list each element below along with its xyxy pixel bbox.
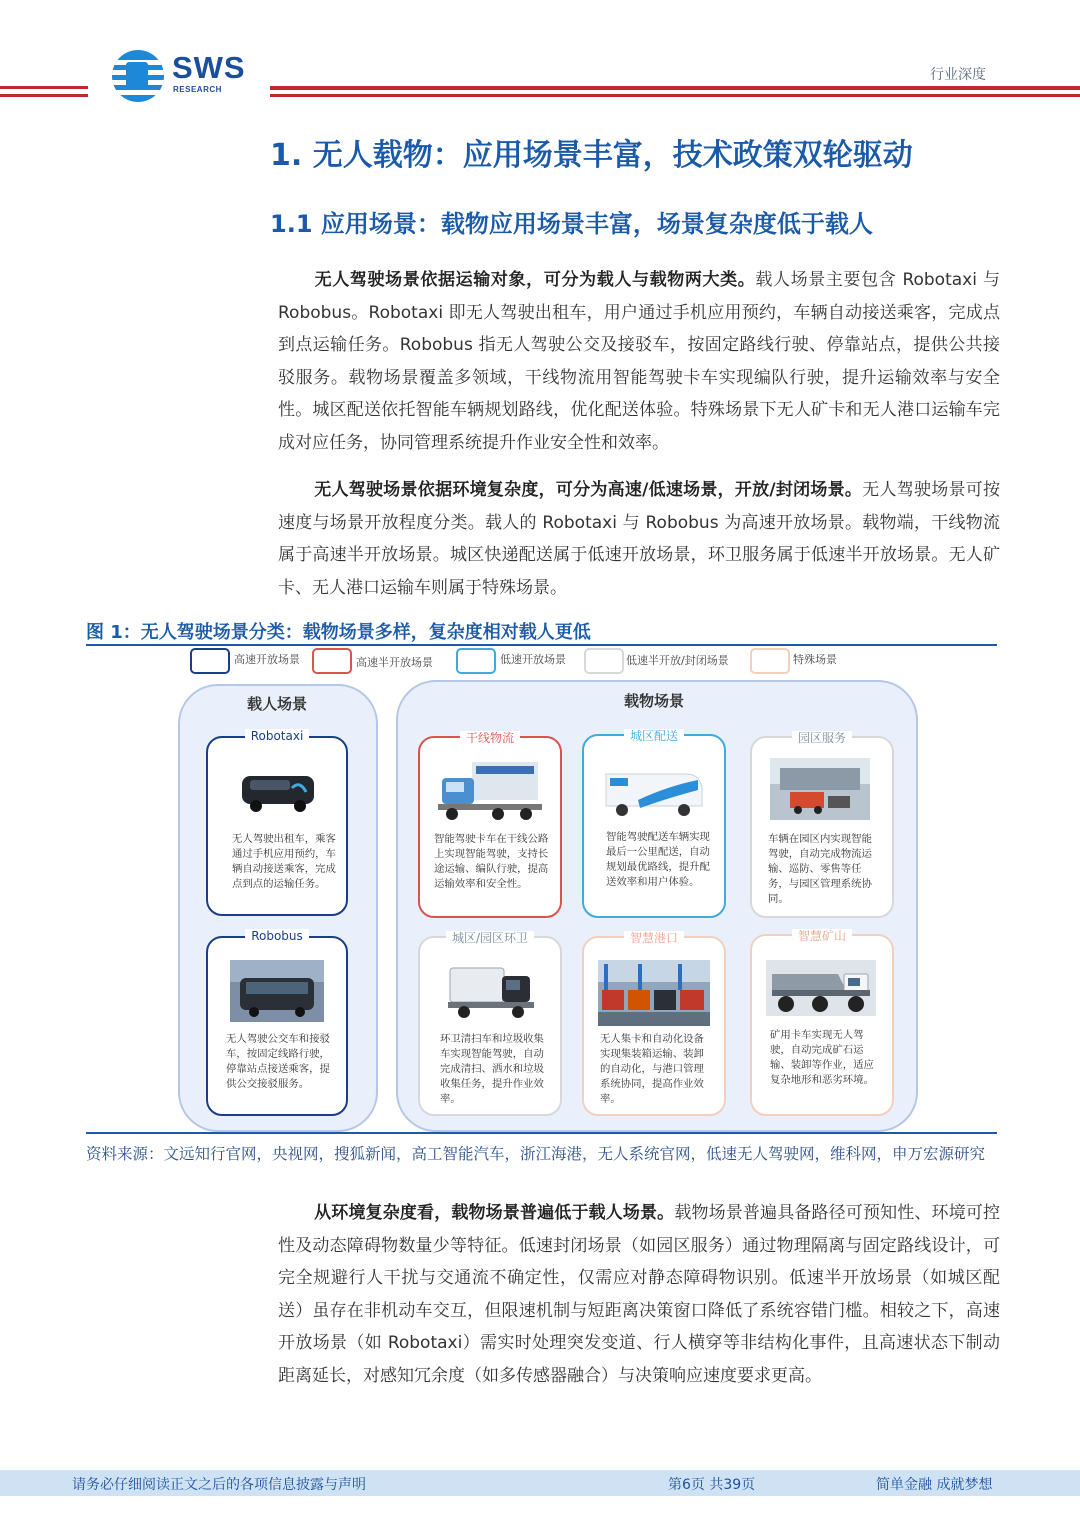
- scenario-card-robobus: [206, 929, 348, 1116]
- figure-rule: [86, 1132, 997, 1134]
- port-trucks-image-icon: [598, 960, 710, 1026]
- paragraph-body: 载人场景主要包含 Robotaxi 与 Robobus。Robotaxi 即无人驾驶出租车，用户通过手机应用预约，车辆自动接送乘客，完成点到点运输任务。Robobus 指无人驾驶公交及接驳车，按固定路线行驶、停靠站点，提供公共接驳服务。载物场景覆盖多领域，干线物流用智能驾驶卡车实现编队行驶，提升运输效率与安全性。城区配送依托智能车辆规划路线，优化配送体验。特殊场景下无人矿卡和无人港口运输车完成对应任务，协同管理系统提升作业安全性和效率。: [278, 270, 1000, 453]
- robobus-image-icon: [230, 960, 324, 1022]
- footer-disclaimer: 请务必仔细阅读正文之后的各项信息披露与声明: [72, 1477, 366, 1493]
- scenario-card-smart-mine: [750, 929, 894, 1116]
- figure-title: 图 1：无人驾驶场景分类：载物场景多样，复杂度相对载人更低: [86, 622, 591, 643]
- header-rule: [0, 94, 88, 97]
- legend-label: 高速开放场景: [234, 653, 300, 666]
- card-description: 环卫清扫车和垃圾收集车实现智能驾驶，自动完成清扫、洒水和垃圾收集任务，提升作业效率。: [440, 1033, 544, 1105]
- header-rule: [270, 86, 1080, 90]
- card-description: 智能驾驶配送车辆实现最后一公里配送，自动规划最优路线，提升配送效率和用户体验。: [606, 831, 710, 888]
- logo-subtext: RESEARCH: [173, 85, 222, 94]
- paragraph-2: [278, 474, 1000, 604]
- scenario-card-urban-delivery: [582, 729, 726, 918]
- figure-rule: [86, 644, 997, 646]
- paragraph-lead: 无人驾驶场景依据环境复杂度，可分为高速/低速场景，开放/封闭场景。: [314, 480, 863, 500]
- legend-swatch: [750, 648, 790, 674]
- scenario-card-park-service: [750, 731, 894, 918]
- card-description: 智能驾驶卡车在干线公路上实现智能驾驶，支持长途运输、编队行驶，提高运输效率和安全性。: [434, 833, 549, 890]
- paragraph-1: [278, 264, 1000, 460]
- park-vehicle-image-icon: [770, 758, 870, 820]
- card-label: Robotaxi: [208, 729, 346, 743]
- robotaxi-van-icon: [238, 768, 318, 814]
- legend-label: 特殊场景: [793, 653, 837, 666]
- card-label: 园区服务: [752, 729, 892, 746]
- paragraph-3: [278, 1197, 1000, 1393]
- paragraph-body: 载物场景普遍具备路径可预知性、环境可控性及动态障碍物数量少等特征。低速封闭场景（如园区服务）通过物理隔离与固定路线设计，可完全规避行人干扰与交通流不确定性，仅需应对静态障碍物识别。低速半开放场景（如城区配送）虽存在非机动车交互，但限速机制与短距离决策窗口降低了系统容错门槛。相较之下，高速开放场景（如 Robotaxi）需实时处理突发变道、行人横穿等非结构化事件，且高速状态下制动距离延长，对感知冗余度（如多传感器融合）与决策响应速度要求更高。: [278, 1203, 1001, 1386]
- card-description: 无人驾驶出租车，乘客通过手机应用预约，车辆自动接送乘客，完成点到点的运输任务。: [232, 833, 336, 890]
- card-description: 无人驾驶公交车和接驳车，按固定线路行驶，停靠站点接送乘客，提供公交接驳服务。: [226, 1033, 330, 1090]
- report-type-tag: 行业深度: [930, 67, 986, 83]
- panel-title: 载人场景: [247, 695, 308, 713]
- card-label: Robobus: [208, 929, 346, 943]
- footer-slogan: 简单金融 成就梦想: [876, 1477, 993, 1493]
- legend-label: 低速开放场景: [500, 653, 566, 666]
- header-rule: [0, 86, 88, 89]
- card-label: 城区配送: [584, 727, 724, 744]
- footer-page-number: 第6页 共39页: [668, 1477, 756, 1493]
- paragraph-body: 无人驾驶场景可按速度与场景开放程度分类。载人的 Robotaxi 与 Robobus 为高速开放场景。载物端，干线物流属于高速半开放场景。城区快递配送属于低速开放场景，环卫服务属于低速半开放场景。无人矿卡、无人港口运输车则属于特殊场景。: [278, 480, 1001, 598]
- mining-truck-image-icon: [766, 960, 876, 1016]
- sweeper-image-icon: [444, 960, 540, 1024]
- card-label: 智慧港口: [584, 929, 724, 946]
- legend-swatch: [190, 648, 230, 674]
- delivery-vehicle-image-icon: [598, 760, 708, 824]
- card-description: 无人集卡和自动化设备实现集装箱运输、装卸的自动化，与港口管理系统协同，提高作业效率。: [600, 1033, 704, 1105]
- logo-text: SWS: [172, 50, 246, 85]
- paragraph-lead: 无人驾驶场景依据运输对象，可分为载人与载物两大类。: [314, 270, 756, 290]
- figure-source: 资料来源：文远知行官网，央视网，搜狐新闻，高工智能汽车，浙江海港，无人系统官网，低速无人驾驶网，维科网，申万宏源研究: [86, 1145, 986, 1163]
- truck-image-icon: [436, 756, 544, 826]
- scenario-card-robotaxi: [206, 729, 348, 916]
- section-heading: 1. 无人载物：应用场景丰富，技术政策双轮驱动: [270, 138, 913, 173]
- subsection-heading: 1.1 应用场景：载物应用场景丰富，场景复杂度低于载人: [270, 210, 873, 238]
- card-label: 智慧矿山: [752, 927, 892, 944]
- logo-globe-icon: [112, 50, 164, 102]
- panel-title: 载物场景: [624, 692, 685, 710]
- legend-swatch: [456, 648, 496, 674]
- legend-label: 低速半开放/封闭场景: [626, 654, 729, 667]
- legend-label: 高速半开放场景: [356, 656, 433, 669]
- card-description: 矿用卡车实现无人驾驶，自动完成矿石运输、装卸等作业，适应复杂地形和恶劣环境。: [770, 1029, 874, 1086]
- legend-swatch: [312, 648, 352, 674]
- scenario-card-smart-port: [582, 931, 726, 1116]
- header-rule: [270, 94, 1080, 97]
- card-description: 车辆在园区内实现智能驾驶，自动完成物流运输、巡防、零售等任务，与园区管理系统协同。: [768, 833, 872, 905]
- card-label: 干线物流: [420, 729, 560, 746]
- legend-swatch: [584, 648, 624, 674]
- scenario-card-sanitation: [418, 931, 562, 1116]
- scenario-card-trunk-logistics: [418, 731, 562, 918]
- card-label: 城区/园区环卫: [420, 929, 560, 946]
- paragraph-lead: 从环境复杂度看，载物场景普遍低于载人场景。: [314, 1203, 675, 1223]
